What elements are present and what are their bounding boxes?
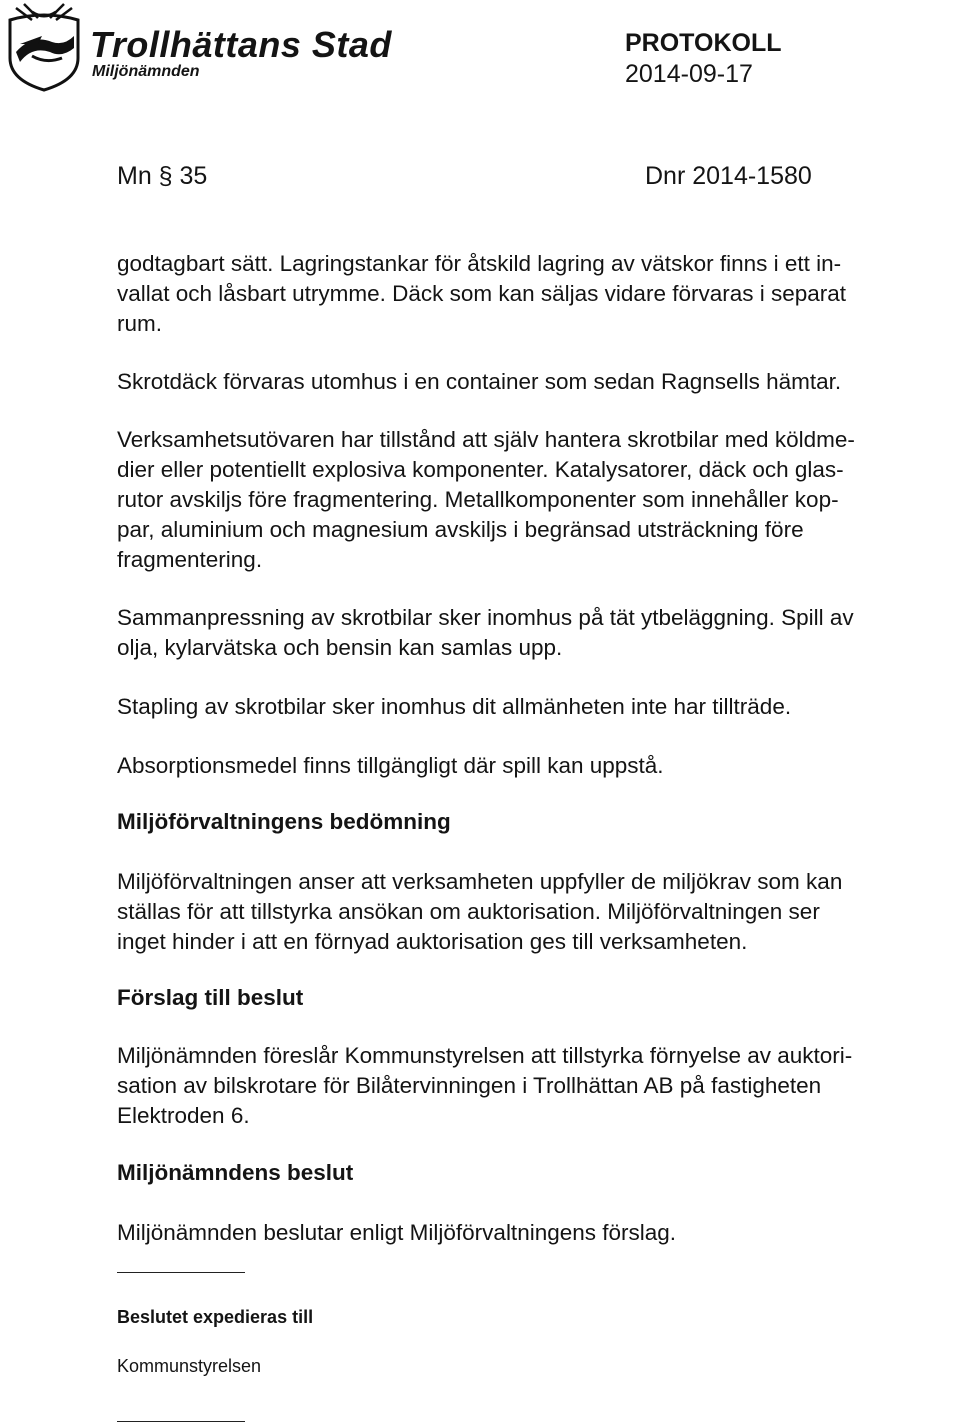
- dispatch-heading: Beslutet expedieras till: [117, 1307, 314, 1327]
- document-date: 2014-09-17: [625, 60, 753, 88]
- organization-name: Trollhättans Stad: [90, 24, 392, 65]
- text-line: par, aluminium och magnesium avskiljs i begränsad utsträckning före: [117, 517, 804, 542]
- body-paragraph-3: [117, 425, 959, 575]
- body-paragraph-6: Absorptionsmedel finns tillgängligt där spill kan uppstå.: [117, 753, 664, 778]
- decision-text: Miljönämnden beslutar enligt Miljöförvaltningens förslag.: [117, 1220, 677, 1245]
- text-line: fragmentering.: [117, 547, 263, 572]
- body-paragraph-1: [117, 249, 959, 339]
- text-line: Elektroden 6.: [117, 1103, 250, 1128]
- section-heading-assessment: Miljöförvaltningens bedömning: [117, 809, 451, 834]
- text-line: ställas för att tillstyrka ansökan om auktorisation. Miljöförvaltningen ser: [117, 899, 820, 924]
- case-number: Dnr 2014-1580: [645, 162, 812, 190]
- divider: [117, 1421, 245, 1422]
- assessment-text: [117, 867, 959, 957]
- body-paragraph-4: [117, 603, 959, 663]
- municipal-coat-of-arms-icon: [2, 0, 86, 92]
- body-paragraph-2: Skrotdäck förvaras utomhus i en container som sedan Ragnsells hämtar.: [117, 369, 842, 394]
- dispatch-recipient: Kommunstyrelsen: [117, 1356, 262, 1376]
- section-heading-proposal: Förslag till beslut: [117, 985, 304, 1010]
- text-line: dier eller potentiellt explosiva komponenter. Katalysatorer, däck och glas-: [117, 457, 844, 482]
- section-heading-decision: Miljönämndens beslut: [117, 1160, 354, 1185]
- paragraph-number: Mn § 35: [117, 162, 208, 190]
- text-line: sation av bilskrotare för Bilåtervinningen i Trollhättan AB på fastigheten: [117, 1073, 822, 1098]
- text-line: inget hinder i att en förnyad auktorisation ges till verksamheten.: [117, 929, 748, 954]
- proposal-text: [117, 1041, 959, 1131]
- text-line: godtagbart sätt. Lagringstankar för åtskild lagring av vätskor finns i ett in-: [117, 251, 842, 276]
- text-line: rutor avskiljs före fragmentering. Metallkomponenter som innehåller kop-: [117, 487, 839, 512]
- text-line: olja, kylarvätska och bensin kan samlas upp.: [117, 635, 563, 660]
- document-type: PROTOKOLL: [625, 29, 782, 57]
- text-line: rum.: [117, 311, 162, 336]
- text-line: Miljöförvaltningen anser att verksamheten uppfyller de miljökrav som kan: [117, 869, 843, 894]
- text-line: vallat och låsbart utrymme. Däck som kan säljas vidare förvaras i separat: [117, 281, 847, 306]
- text-line: Verksamhetsutövaren har tillstånd att själv hantera skrotbilar med köldme-: [117, 427, 855, 452]
- divider: [117, 1272, 245, 1273]
- text-line: Miljönämnden föreslår Kommunstyrelsen att tillstyrka förnyelse av auktori-: [117, 1043, 853, 1068]
- text-line: Sammanpressning av skrotbilar sker inomhus på tät ytbeläggning. Spill av: [117, 605, 854, 630]
- body-paragraph-5: Stapling av skrotbilar sker inomhus dit allmänheten inte har tillträde.: [117, 694, 792, 719]
- organization-department: Miljönämnden: [92, 63, 200, 80]
